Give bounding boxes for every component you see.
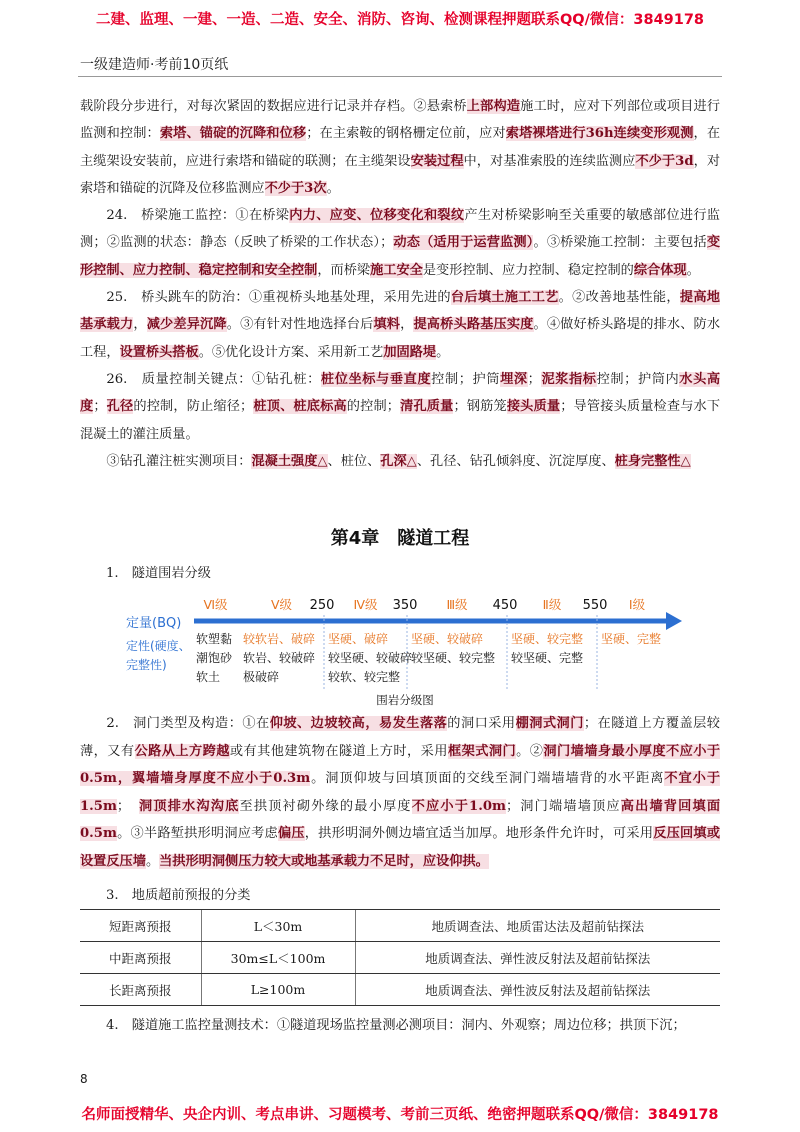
key-point-highlight: 台后填土施工工艺 <box>450 290 559 306</box>
key-point-highlight: 偏压 <box>277 826 305 842</box>
key-point-highlight: 桩位坐标与垂直度 <box>320 371 432 387</box>
text-run: ， <box>400 317 414 333</box>
text-run: 。 <box>436 344 450 360</box>
grade-description: 潮饱砂 <box>196 651 233 665</box>
text-run: 。③有针对性地选择台后 <box>226 317 374 333</box>
key-point-highlight: 棚洞式洞门 <box>515 716 584 731</box>
text-run: 控制；护筒内 <box>596 371 680 387</box>
grade-label: Ⅰ级 <box>628 597 646 612</box>
text-run: ，对索塔和锚碇的沉降及位移监测应 <box>80 153 721 196</box>
grade-label: Ⅳ级 <box>353 597 378 612</box>
text-run: 2. 洞门类型及构造：①在 <box>106 716 270 731</box>
text-run: ； <box>527 371 541 387</box>
body-paragraph <box>80 202 720 284</box>
item3-title: 3. 地质超前预报的分类 <box>106 888 251 903</box>
key-point-highlight: 综合体现 <box>633 262 687 278</box>
text-run: 。⑤优化设计方案、采用新工艺 <box>198 344 384 360</box>
key-point-highlight: 埋深 <box>500 371 528 387</box>
text-run: 。②改善地基性能， <box>558 290 680 306</box>
key-point-highlight: 框架式洞门 <box>447 743 517 759</box>
key-point-highlight: 变形控制、应力控制、稳定控制和安全控制 <box>80 235 721 278</box>
key-point-highlight: 洞门墙墙身最小厚度不应小于0.5m，翼墙墙身厚度不应小于0.3m <box>80 743 721 787</box>
threshold-label: 450 <box>492 598 518 613</box>
grade-description: 较软、较完整 <box>328 670 401 684</box>
key-point-highlight: 索塔裸塔进行36h连续变形观测 <box>505 126 694 142</box>
chapter-title: 第4章 隧道工程 <box>330 528 470 549</box>
text-run: 24. 桥梁施工监控：①在桥梁 <box>106 208 290 224</box>
item4-text: 4. 隧道施工监控量测技术：①隧道现场监控量测必测项目：洞内、外观察；周边位移；拱顶下沉； <box>106 1018 686 1033</box>
text-run: ；洞门端墙墙顶应 <box>505 798 621 814</box>
text-run: 26. 质量控制关键点：①钻孔桩： <box>106 371 321 387</box>
text-run: 是变形控制、应力控制、稳定控制的 <box>422 262 634 278</box>
grade-description: 软岩、较破碎 <box>243 651 316 665</box>
text-run: ，拱形明洞外侧边墙宜适当加厚。地形条件允许时，可采用 <box>304 826 654 842</box>
item1-title: 1. 隧道围岩分级 <box>106 566 211 581</box>
key-point-highlight: 安装过程 <box>410 153 464 169</box>
table-row <box>80 974 720 1006</box>
forecast-table <box>80 909 720 1006</box>
chart-title: 围岩分级图 <box>376 693 434 707</box>
threshold-label: 550 <box>582 598 608 613</box>
grade-label: Ⅱ级 <box>542 597 562 612</box>
body-paragraph <box>80 284 720 366</box>
forecast-method-cell: 地质调查法、地质雷达法及超前钻探法 <box>355 910 720 942</box>
key-point-highlight: 减少差异沉降 <box>146 317 227 333</box>
key-point-highlight: 上部构造 <box>466 99 521 114</box>
grade-description: 较坚硬、较破碎 <box>328 651 413 665</box>
key-point-highlight: 当拱形明洞侧压力较大或地基承载力不足时，应设仰拱。 <box>159 853 489 869</box>
grade-description: 坚硬、完整 <box>601 632 662 646</box>
text-run: 。 <box>326 180 340 196</box>
text-run: 、孔径、钻孔倾斜度、沉淀厚度、 <box>416 453 615 469</box>
text-run: 。② <box>516 743 544 759</box>
key-point-highlight: 不少于3次 <box>264 180 327 196</box>
key-point-highlight: 填料 <box>373 317 401 333</box>
body-paragraph <box>80 710 720 876</box>
grade-label: Ⅴ级 <box>270 597 293 612</box>
body-text <box>80 93 720 475</box>
grade-description: 坚硬、破碎 <box>328 632 389 646</box>
forecast-range-cell: 30m≤L＜100m <box>201 942 355 974</box>
key-point-highlight: 加固路堤 <box>383 344 437 360</box>
threshold-label: 250 <box>309 598 335 613</box>
text-run: ， <box>133 317 147 333</box>
axis-arrow-head <box>666 612 682 630</box>
key-point-highlight: 混凝土强度△ <box>251 453 328 469</box>
key-point-highlight: 提高地基承载力 <box>80 290 720 333</box>
key-point-highlight: 施工安全 <box>370 262 423 278</box>
text-run: 中，对基准索股的连续监测应 <box>463 153 636 169</box>
grade-description: 坚硬、较破碎 <box>411 632 484 646</box>
forecast-type-cell: 短距离预报 <box>80 910 201 942</box>
header-divider <box>78 76 722 77</box>
body-paragraph <box>80 366 720 448</box>
grade-description: 较软岩、破碎 <box>243 632 316 646</box>
text-run: 的控制； <box>346 399 400 415</box>
text-run: 25. 桥头跳车的防治：①重视桥头地基处理，采用先进的 <box>106 290 451 306</box>
key-point-highlight: 不宜小于1.5m <box>80 771 721 814</box>
key-point-highlight: 桩顶、桩底标高 <box>253 399 347 415</box>
text-run: 。③半路堑拱形明洞应考虑 <box>116 826 278 842</box>
body-paragraph <box>80 448 720 475</box>
key-point-highlight: 设置桥头搭板 <box>119 344 199 360</box>
grade-description: 较坚硬、完整 <box>511 651 584 665</box>
text-run: 施工时，应对下列部位或项目进行监测和控制： <box>80 99 721 142</box>
table-row <box>80 910 720 942</box>
key-point-highlight: 不应小于1.0m <box>411 798 506 814</box>
key-point-highlight: 反压回填或设置反压墙 <box>80 826 721 869</box>
key-point-highlight: 孔径 <box>106 399 134 415</box>
text-run: 控制；护筒 <box>431 371 501 387</box>
forecast-range-cell: L≥100m <box>201 974 355 1006</box>
grade-description: 极破碎 <box>243 670 280 684</box>
key-point-highlight: 接头质量 <box>506 399 561 415</box>
key-point-highlight: 内力、应变、位移变化和裂纹 <box>289 208 465 224</box>
axis-label-quantitative: 定量(BQ) <box>126 616 182 631</box>
text-run: 产生对桥梁影响至关重要的敏感部位进行监测；②监测的状态：静态（反映了桥梁的工作状态）； <box>80 208 720 251</box>
text-run: ；在主索鞍的钢格栅定位前，应对 <box>306 126 506 142</box>
key-point-highlight: 不少于3d <box>635 153 694 169</box>
table-row <box>80 942 720 974</box>
text-run: 。④做好桥头路堤的排水、防水工程， <box>80 317 721 360</box>
bottom-promo-banner: 名师面授精华、央企内训、考点串讲、习题模考、考前三页纸、绝密押题联系QQ/微信：3849178 <box>81 1107 719 1123</box>
text-run: 。③桥梁施工控制：主要包括 <box>533 235 707 251</box>
axis-label-qualitative-cont: 完整性) <box>126 658 167 672</box>
text-run: 至拱顶衬砌外缘的最小厚度 <box>239 798 412 814</box>
page-number: 8 <box>80 1072 88 1086</box>
text-run: ； <box>116 798 140 814</box>
text-run: ③钻孔灌注桩实测项目： <box>106 453 252 469</box>
threshold-label: 350 <box>392 598 418 613</box>
forecast-type-cell: 长距离预报 <box>80 974 201 1006</box>
key-point-highlight: 洞顶排水沟沟底 <box>139 798 240 814</box>
key-point-highlight: 仰坡、边坡较高，易发生落落 <box>269 716 448 731</box>
axis-label-qualitative: 定性(硬度、 <box>126 639 191 653</box>
text-run: 的控制，防止缩径； <box>133 399 254 415</box>
grade-label: Ⅲ级 <box>446 597 468 612</box>
rock-grade-chart <box>120 581 690 709</box>
forecast-range-cell: L＜30m <box>201 910 355 942</box>
text-run: 的洞口采用 <box>447 716 516 731</box>
key-point-highlight: 孔深△ <box>380 453 417 469</box>
grade-description: 软塑黏 <box>196 632 233 646</box>
text-run: ；导管接头质量检查与水下混凝土的灌注质量。 <box>80 399 721 442</box>
text-run: 。 <box>145 853 160 869</box>
key-point-highlight: 清孔质量 <box>399 399 454 415</box>
text-run: ，而桥梁 <box>317 262 371 278</box>
forecast-method-cell: 地质调查法、弹性波反射法及超前钻探法 <box>355 974 720 1006</box>
key-point-highlight: 桩身完整性△ <box>614 453 691 469</box>
text-run: ；钢筋笼 <box>453 399 507 415</box>
body-paragraph <box>80 93 720 202</box>
text-run: 、桩位、 <box>327 453 381 469</box>
portal-paragraph <box>80 710 720 876</box>
text-run: 或有其他建筑物在隧道上方时，采用 <box>229 743 448 759</box>
key-point-highlight: 索塔、锚碇的沉降和位移 <box>159 126 307 142</box>
top-promo-banner: 二建、监理、一建、一造、二造、安全、消防、咨询、检测课程押题联系QQ/微信：3849178 <box>95 12 705 28</box>
grade-label: Ⅵ级 <box>203 597 228 612</box>
key-point-highlight: 水头高度 <box>80 371 721 415</box>
grade-description: 较坚硬、较完整 <box>411 651 496 665</box>
text-run: 载阶段分步进行，对每次紧固的数据应进行记录并存档。②悬索桥 <box>80 99 467 114</box>
forecast-method-cell: 地质调查法、弹性波反射法及超前钻探法 <box>355 942 720 974</box>
text-run: ，在主缆架设安装前，应进行索塔和锚碇的联测；在主缆架设 <box>80 126 721 169</box>
grade-description: 坚硬、较完整 <box>511 632 584 646</box>
text-run: ； <box>93 399 107 415</box>
text-run: ；在隧道上方覆盖层较薄，又有 <box>80 716 720 759</box>
running-head: 一级建造师·考前10页纸 <box>80 57 229 73</box>
key-point-highlight: 泥浆指标 <box>540 371 597 387</box>
key-point-highlight: 高出墙背回填面0.5m <box>80 798 721 842</box>
forecast-type-cell: 中距离预报 <box>80 942 201 974</box>
key-point-highlight: 提高桥头路基压实度 <box>413 317 534 333</box>
grade-description: 软土 <box>196 670 221 684</box>
text-run: 。洞顶仰坡与回填顶面的交线至洞门端墙墙背的水平距离 <box>310 771 665 787</box>
text-run: 。 <box>686 262 700 278</box>
key-point-highlight: 动态（适用于运营监测） <box>393 235 534 251</box>
key-point-highlight: 公路从上方跨越 <box>134 743 230 759</box>
